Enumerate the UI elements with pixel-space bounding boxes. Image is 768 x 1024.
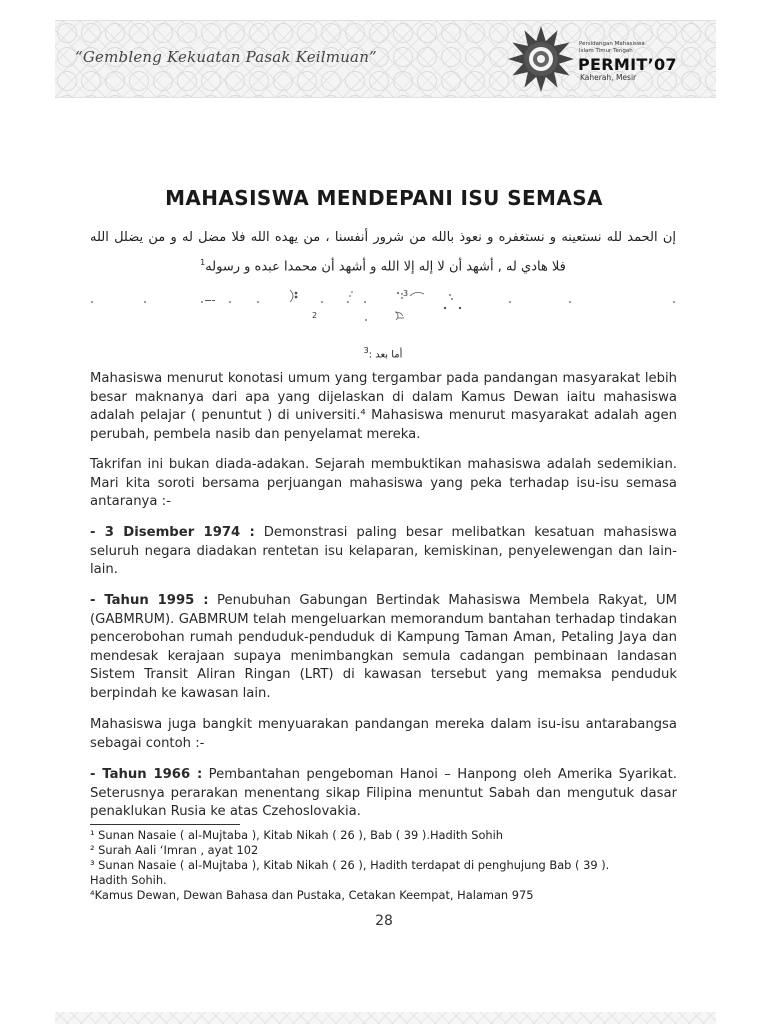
org-name: PERMIT’07: [578, 55, 677, 74]
arabic-line-3-text: أما بعد :: [368, 349, 403, 361]
footer-pattern: [55, 1012, 716, 1024]
arabic-line-2-text: فلا هادي له , أشهد أن لا إله إلا الله و أشهد أن محمدا عبده و رسوله: [205, 259, 566, 275]
svg-text:3: 3: [403, 289, 409, 298]
page-title: MAHASISWA MENDEPANI ISU SEMASA: [165, 186, 603, 210]
arabic-line-3: [90, 339, 676, 367]
footnote-4: ⁴Kamus Dewan, Dewan Bahasa dan Pustaka, Cetakan Keempat, Halaman 975: [90, 888, 534, 902]
paragraph-international: Mahasiswa juga bangkit menyuarakan pandangan mereka dalam isu-isu antarabangsa sebagai contoh :-: [90, 717, 677, 751]
arabic-line-1: إن الحمد لله نستعينه و نستغفره و نعوذ بالله من شرور أنفسنا ، من يهده الله فلا مضل له و من يضلل الله: [90, 230, 676, 245]
paragraph-1995-text: Penubuhan Gabungan Bertindak Mahasiswa Membela Rakyat, UM (GABMRUM). GABMRUM telah mengeluarkan memorandum bantahan terhadap tindakan pencerobohan rumah penduduk-penduduk di Kampung Taman Aman, Petaling Jaya dan mendesak kerajaan supaya menimbangkan semula cadangan pembinaan landasan Sistem Transit Aliran Ringan (LRT) di kawasan tersebut yang memaksa penduduk berpindah ke kawasan lain.: [90, 593, 677, 701]
footnote-3: ³ Sunan Nasaie ( al-Mujtaba ), Kitab Nikah ( 26 ), Hadith terdapat di penghujung Bab ( 39 ).: [90, 858, 610, 872]
star-flower-logo-icon: [506, 24, 576, 94]
footnotes: [90, 828, 650, 903]
arabic-line-2-footnote-ref: 1: [200, 258, 206, 267]
garbled-glyph-strip: [90, 288, 676, 322]
paragraph-1966: [90, 766, 677, 822]
paragraph-definition: Mahasiswa menurut konotasi umum yang tergambar pada pandangan masyarakat lebih besar maknanya dari apa yang dijelaskan di dalam Kamus Dewan iaitu mahasiswa adalah pelajar ( penuntut ) di universiti.⁴ Mahasiswa menurut masyarakat adalah agen perubah, pembela nasib dan penyelamat mereka.: [90, 371, 677, 442]
page-number: 28: [375, 913, 393, 929]
footnote-2: ² Surah Aali ‘Imran , ayat 102: [90, 843, 259, 857]
paragraph-1995: [90, 592, 677, 703]
paragraph-1974-lead: - 3 Disember 1974 :: [90, 525, 255, 540]
footnote-1: ¹ Sunan Nasaie ( al-Mujtaba ), Kitab Nikah ( 26 ), Bab ( 39 ).Hadith Sohih: [90, 828, 504, 842]
paragraph-1995-lead: - Tahun 1995 :: [90, 593, 209, 608]
arabic-line-3-footnote-ref: 3: [363, 346, 369, 355]
footnote-3-cont: Hadith Sohih.: [90, 873, 167, 887]
org-subtitle-line2: Islam Timur Tengah: [579, 47, 633, 54]
paragraph-1974: [90, 524, 677, 580]
paragraph-1966-lead: - Tahun 1966 :: [90, 767, 203, 782]
paragraph-history-intro: Takrifan ini bukan diada-adakan. Sejarah membuktikan mahasiswa adalah sedemikian. Mari kita soroti bersama perjuangan mahasiswa yang peka terhadap isu-isu semasa antaranya :-: [90, 457, 677, 509]
org-subtitle: [579, 41, 645, 54]
arabic-line-2: [90, 251, 676, 279]
header-slogan: “Gembleng Kekuatan Pasak Keilmuan”: [75, 48, 377, 66]
paragraph-1974-text: Demonstrasi paling besar melibatkan kesatuan mahasiswa seluruh negara diadakan rentetan isu kelaparan, kemiskinan, penyelewengan dan lain-lain.: [90, 525, 677, 577]
svg-text:2: 2: [312, 311, 318, 320]
paragraph-1966-text: Pembantahan pengeboman Hanoi – Hanpong oleh Amerika Syarikat. Seterusnya perarakan menentang sikap Filipina menuntut Sabah dan mengutuk dasar penaklukan Rusia ke atas Czehoslovakia.: [90, 767, 677, 819]
org-subtitle-line1: Persidangan Mahasiswa: [579, 41, 645, 47]
org-place: Kaherah, Mesir: [580, 73, 637, 82]
footnote-divider: [90, 824, 240, 825]
